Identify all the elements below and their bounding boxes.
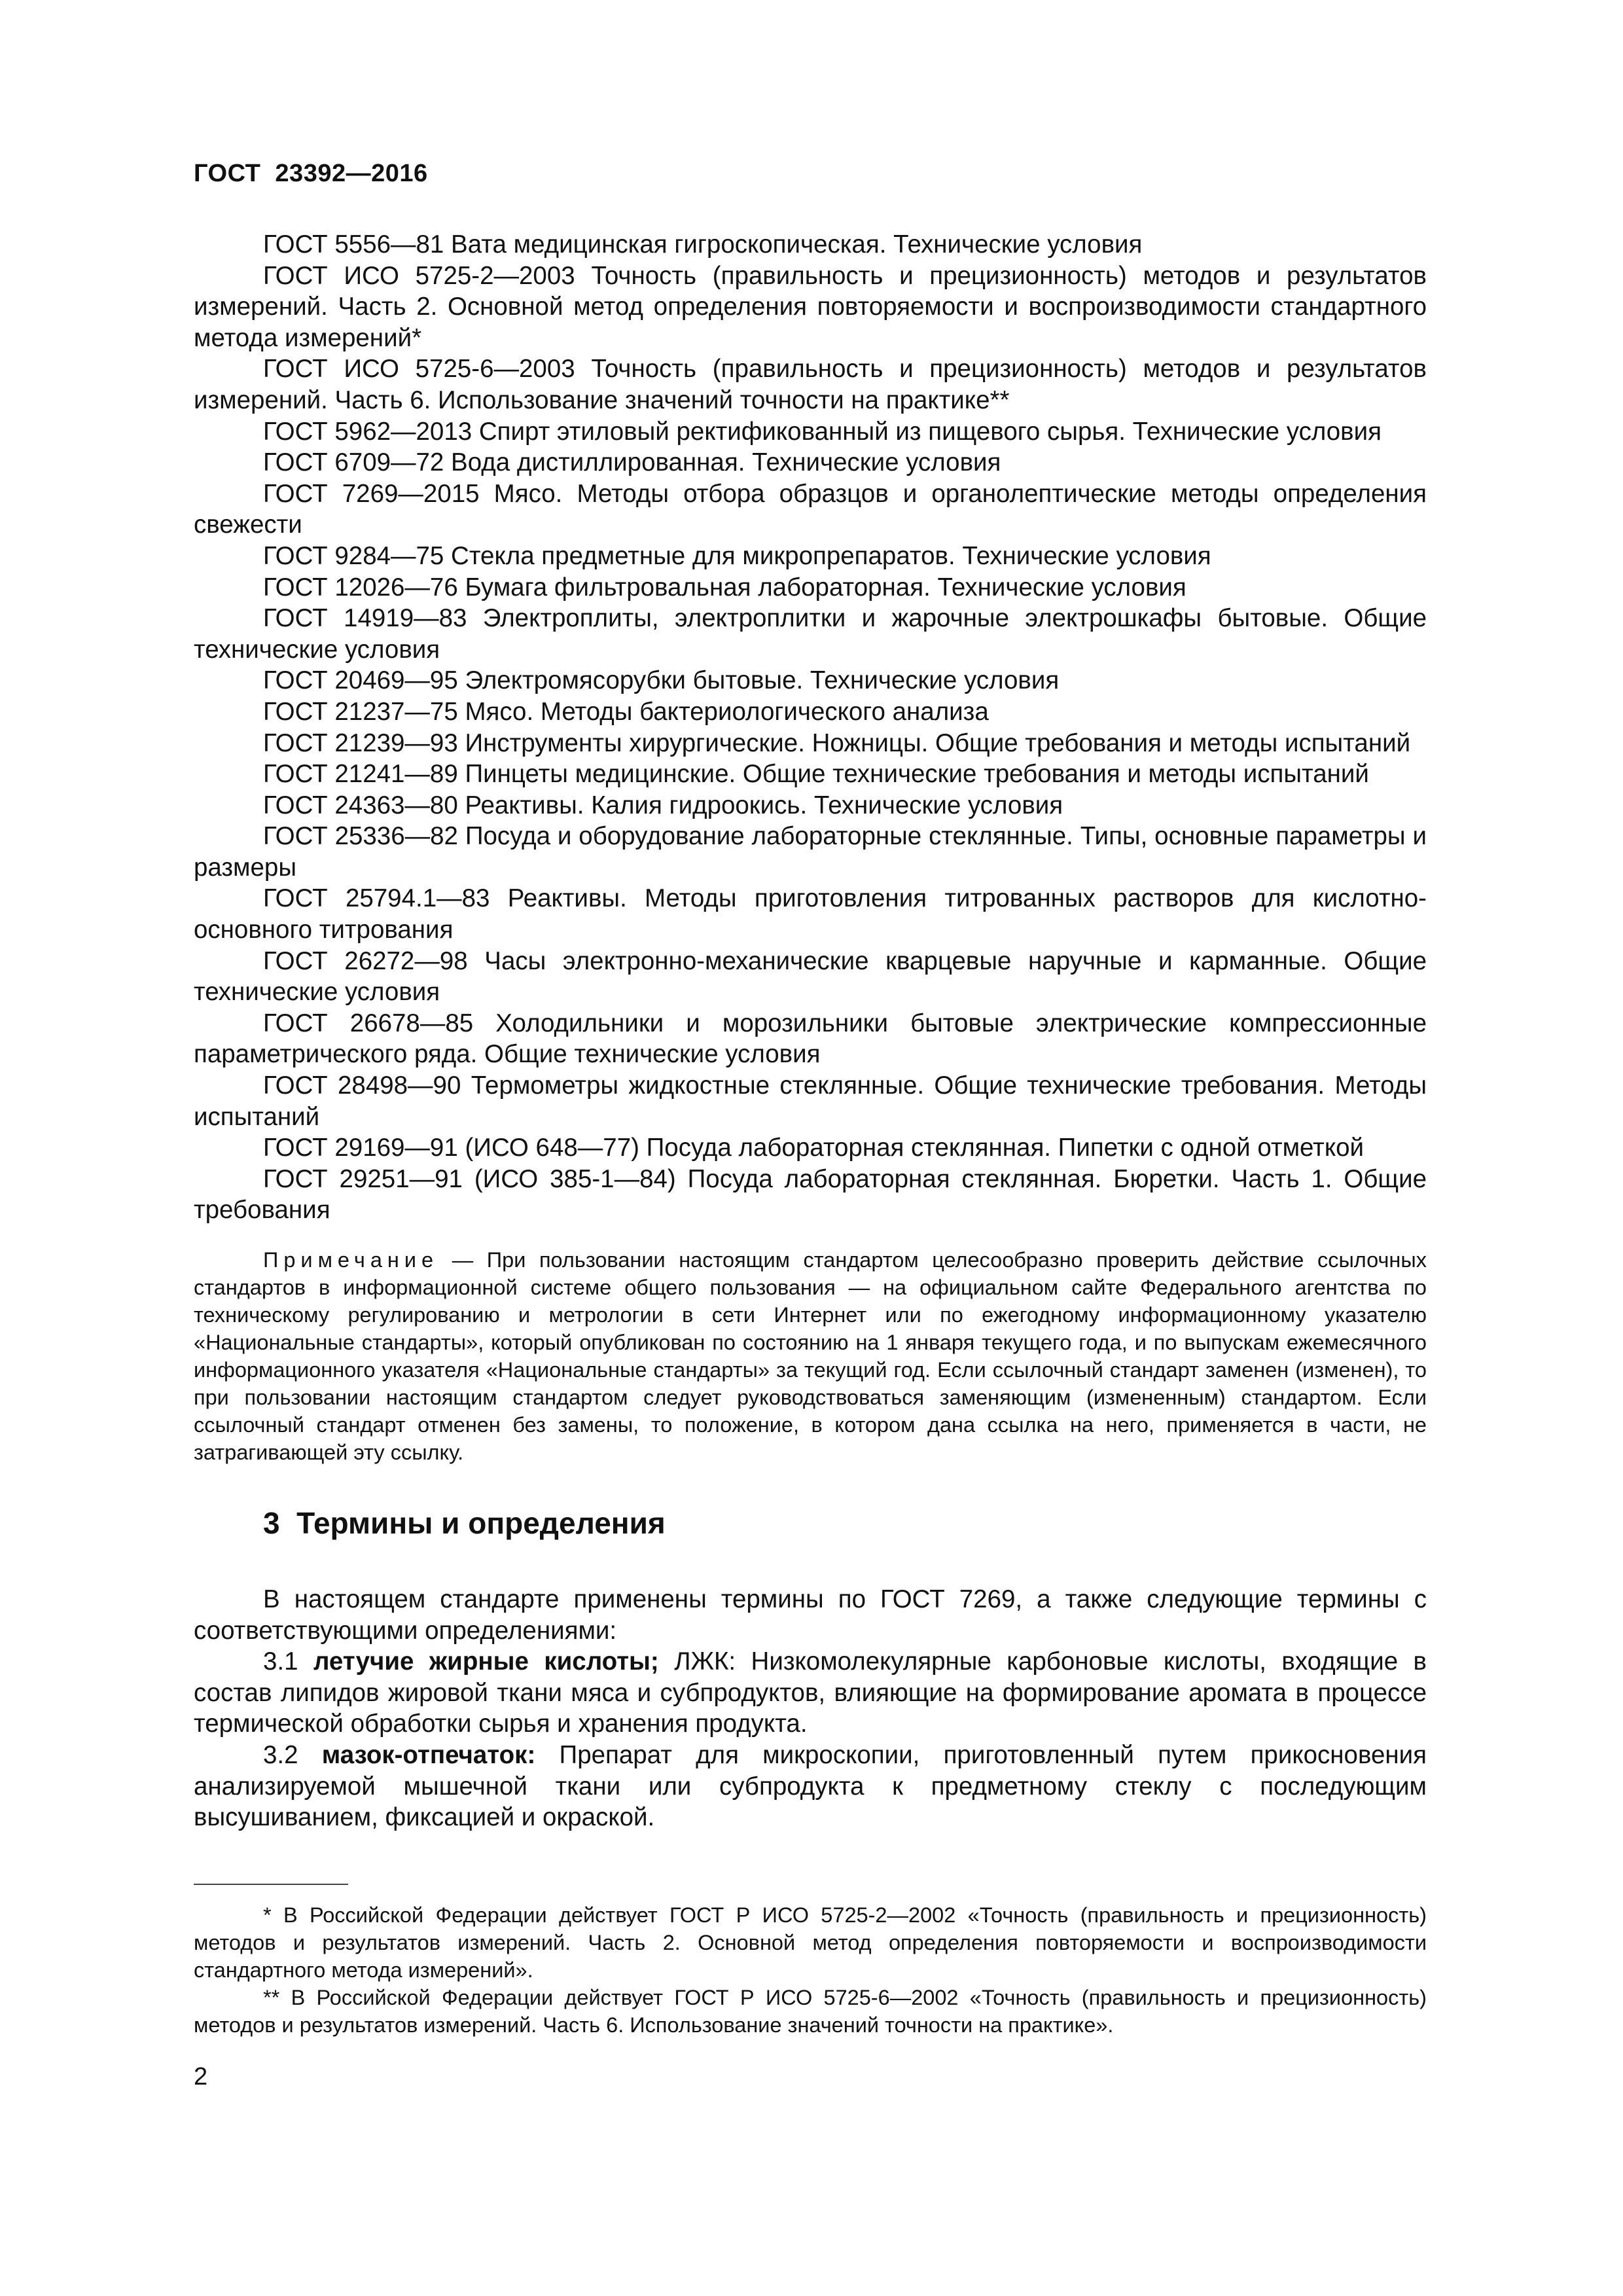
normative-references-list <box>194 229 1427 1226</box>
reference-item: ГОСТ 26272—98 Часы электронно-механические кварцевые наручные и карманные. Общие технические условия <box>194 946 1427 1007</box>
term-definition: Препарат для микроскопии, приготовленный путем прикосновения анализируемой мышечной ткани или субпродукта к предметному стеклу с последующим высушиванием, фиксацией и окраской. <box>194 1740 1427 1832</box>
reference-item: ГОСТ 14919—83 Электроплиты, электроплитки и жарочные электрошкафы бытовые. Общие технические условия <box>194 604 1427 664</box>
reference-item: ГОСТ 6709—72 Вода дистиллированная. Технические условия <box>263 448 1001 477</box>
footnote-divider <box>194 1884 348 1885</box>
term-number: 3.2 <box>263 1740 322 1769</box>
term-entry <box>194 1740 1427 1833</box>
reference-item: ГОСТ 20469—95 Электромясорубки бытовые. Технические условия <box>263 666 1060 695</box>
note-label: Примечание <box>263 1248 439 1272</box>
term-definition: ЛЖК: Низкомолекулярные карбоновые кислоты, входящие в состав липидов жировой ткани мяса и субпродуктов, влияющие на формирование аромата в процессе термической обработки сырья и хранения продукта. <box>194 1647 1427 1738</box>
term-name: летучие жирные кислоты; <box>313 1647 659 1676</box>
term-entry <box>194 1646 1427 1740</box>
note-text: — При пользовании настоящим стандартом целесообразно проверить действие ссылочных стандартов в информационной системе общего пользования — на официальном сайте Федерального агентства по техническому регулированию и метрологии в сети Интернет или по ежегодному информационному указателю «Национальные стандарты», который опубликован по состоянию на 1 января текущего года, и по выпускам ежемесячного информационного указателя «Национальные стандарты» за текущий год. Если ссылочный стандарт заменен (изменен), то при пользовании настоящим стандартом следует руководствоваться заменяющим (измененным) стандартом. Если ссылочный стандарт отменен без замены, то положение, в котором дана ссылка на него, применяется в части, не затрагивающей эту ссылку. <box>194 1248 1427 1464</box>
footnotes <box>194 1901 1427 2039</box>
reference-item: ГОСТ 21237—75 Мясо. Методы бактериологического анализа <box>263 697 989 726</box>
page-number: 2 <box>194 2063 208 2090</box>
note-paragraph <box>194 1246 1427 1466</box>
reference-item: ГОСТ 9284—75 Стекла предметные для микропрепаратов. Технические условия <box>263 541 1211 570</box>
reference-item: ГОСТ 29251—91 (ИСО 385-1—84) Посуда лабораторная стеклянная. Бюретки. Часть 1. Общие требования <box>194 1164 1427 1225</box>
reference-item: ГОСТ 26678—85 Холодильники и морозильники бытовые электрические компрессионные параметрического ряда. Общие технические условия <box>194 1009 1427 1069</box>
reference-item: ГОСТ 29169—91 (ИСО 648—77) Посуда лабораторная стеклянная. Пипетки с одной отметкой <box>263 1134 1364 1162</box>
footnote: * В Российской Федерации действует ГОСТ Р ИСО 5725-2—2002 «Точность (правильность и прецизионность) методов и результатов измерений. Часть 2. Основной метод определения повторяемости и воспроизводимости стандартного метода измерений». <box>194 1903 1427 1982</box>
reference-item: ГОСТ 24363—80 Реактивы. Калия гидроокись. Технические условия <box>263 791 1063 819</box>
reference-item: ГОСТ 25336—82 Посуда и оборудование лабораторные стеклянные. Типы, основные параметры и размеры <box>194 822 1427 882</box>
footnote: ** В Российской Федерации действует ГОСТ Р ИСО 5725-6—2002 «Точность (правильность и прецизионность) методов и результатов измерений. Часть 6. Использование значений точности на практике». <box>194 1986 1427 2037</box>
terms-intro: В настоящем стандарте применены термины по ГОСТ 7269, а также следующие термины с соответствующими определениями: <box>194 1585 1427 1645</box>
reference-item: ГОСТ 7269—2015 Мясо. Методы отбора образцов и органолептические методы определения свежести <box>194 479 1427 539</box>
reference-item: ГОСТ ИСО 5725-6—2003 Точность (правильность и прецизионность) методов и результатов измерений. Часть 6. Использование значений точности на практике** <box>194 355 1427 414</box>
term-name: мазок-отпечаток: <box>321 1740 536 1769</box>
document-header: ГОСТ 23392—2016 <box>194 160 428 187</box>
term-number: 3.1 <box>263 1647 313 1676</box>
reference-item: ГОСТ 21241—89 Пинцеты медицинские. Общие технические требования и методы испытаний <box>263 760 1369 789</box>
reference-item: ГОСТ ИСО 5725-2—2003 Точность (правильность и прецизионность) методов и результатов измерений. Часть 2. Основной метод определения повторяемости и воспроизводимости стандартного метода измерений* <box>194 261 1427 352</box>
reference-item: ГОСТ 28498—90 Термометры жидкостные стеклянные. Общие технические требования. Методы испытаний <box>194 1071 1427 1131</box>
reference-item: ГОСТ 5962—2013 Спирт этиловый ректификованный из пищевого сырья. Технические условия <box>263 417 1382 446</box>
reference-item: ГОСТ 21239—93 Инструменты хирургические. Ножницы. Общие требования и методы испытаний <box>263 728 1411 757</box>
section-heading: 3 Термины и определения <box>263 1506 666 1540</box>
reference-item: ГОСТ 12026—76 Бумага фильтровальная лабораторная. Технические условия <box>263 573 1186 601</box>
reference-item: ГОСТ 5556—81 Вата медицинская гигроскопическая. Технические условия <box>263 230 1143 259</box>
reference-item: ГОСТ 25794.1—83 Реактивы. Методы приготовления титрованных растворов для кислотно-основного титрования <box>194 884 1427 944</box>
terms-section <box>194 1584 1427 1833</box>
